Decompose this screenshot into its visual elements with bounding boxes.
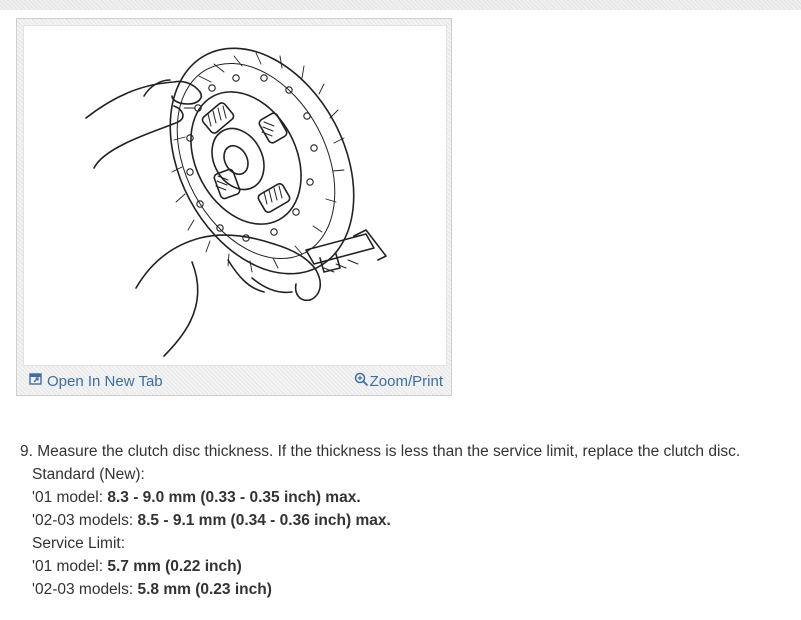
spec-line-limit-01: [20, 555, 790, 578]
spec-value: 5.7 mm (0.22 inch): [107, 558, 242, 575]
step-instruction: [20, 440, 790, 463]
open-in-new-tab-label: Open In New Tab: [47, 372, 163, 390]
figure-toolbar: [17, 367, 451, 395]
spec-line-standard-02-03: [20, 509, 790, 532]
spec-model: '02-03 models:: [32, 512, 134, 529]
spec-model: '01 model:: [32, 489, 104, 506]
magnifier-zoom-icon: [354, 372, 369, 391]
open-in-new-tab-link[interactable]: [29, 372, 163, 390]
standard-heading: Standard (New):: [32, 466, 145, 483]
figure-frame: [16, 18, 452, 396]
zoom-print-link[interactable]: [354, 372, 443, 391]
top-band: [0, 0, 801, 10]
clutch-disc-illustration: [23, 25, 447, 366]
spec-model: '01 model:: [32, 558, 104, 575]
spec-line-limit-02-03: [20, 578, 790, 601]
spec-value: 8.3 - 9.0 mm (0.33 - 0.35 inch) max.: [107, 489, 361, 506]
open-new-tab-icon: [29, 372, 43, 390]
step-text: Measure the clutch disc thickness. If the thickness is less than the service limit, replace the clutch disc.: [37, 443, 741, 460]
zoom-print-label: Zoom/Print: [369, 373, 443, 390]
service-limit-heading: Service Limit:: [32, 535, 126, 552]
spec-line-standard-01: [20, 486, 790, 509]
spec-value: 8.5 - 9.1 mm (0.34 - 0.36 inch) max.: [137, 512, 391, 529]
procedure-step: [20, 440, 790, 601]
step-number: 9.: [20, 443, 33, 460]
spec-value: 5.8 mm (0.23 inch): [137, 581, 272, 598]
spec-model: '02-03 models:: [32, 581, 134, 598]
